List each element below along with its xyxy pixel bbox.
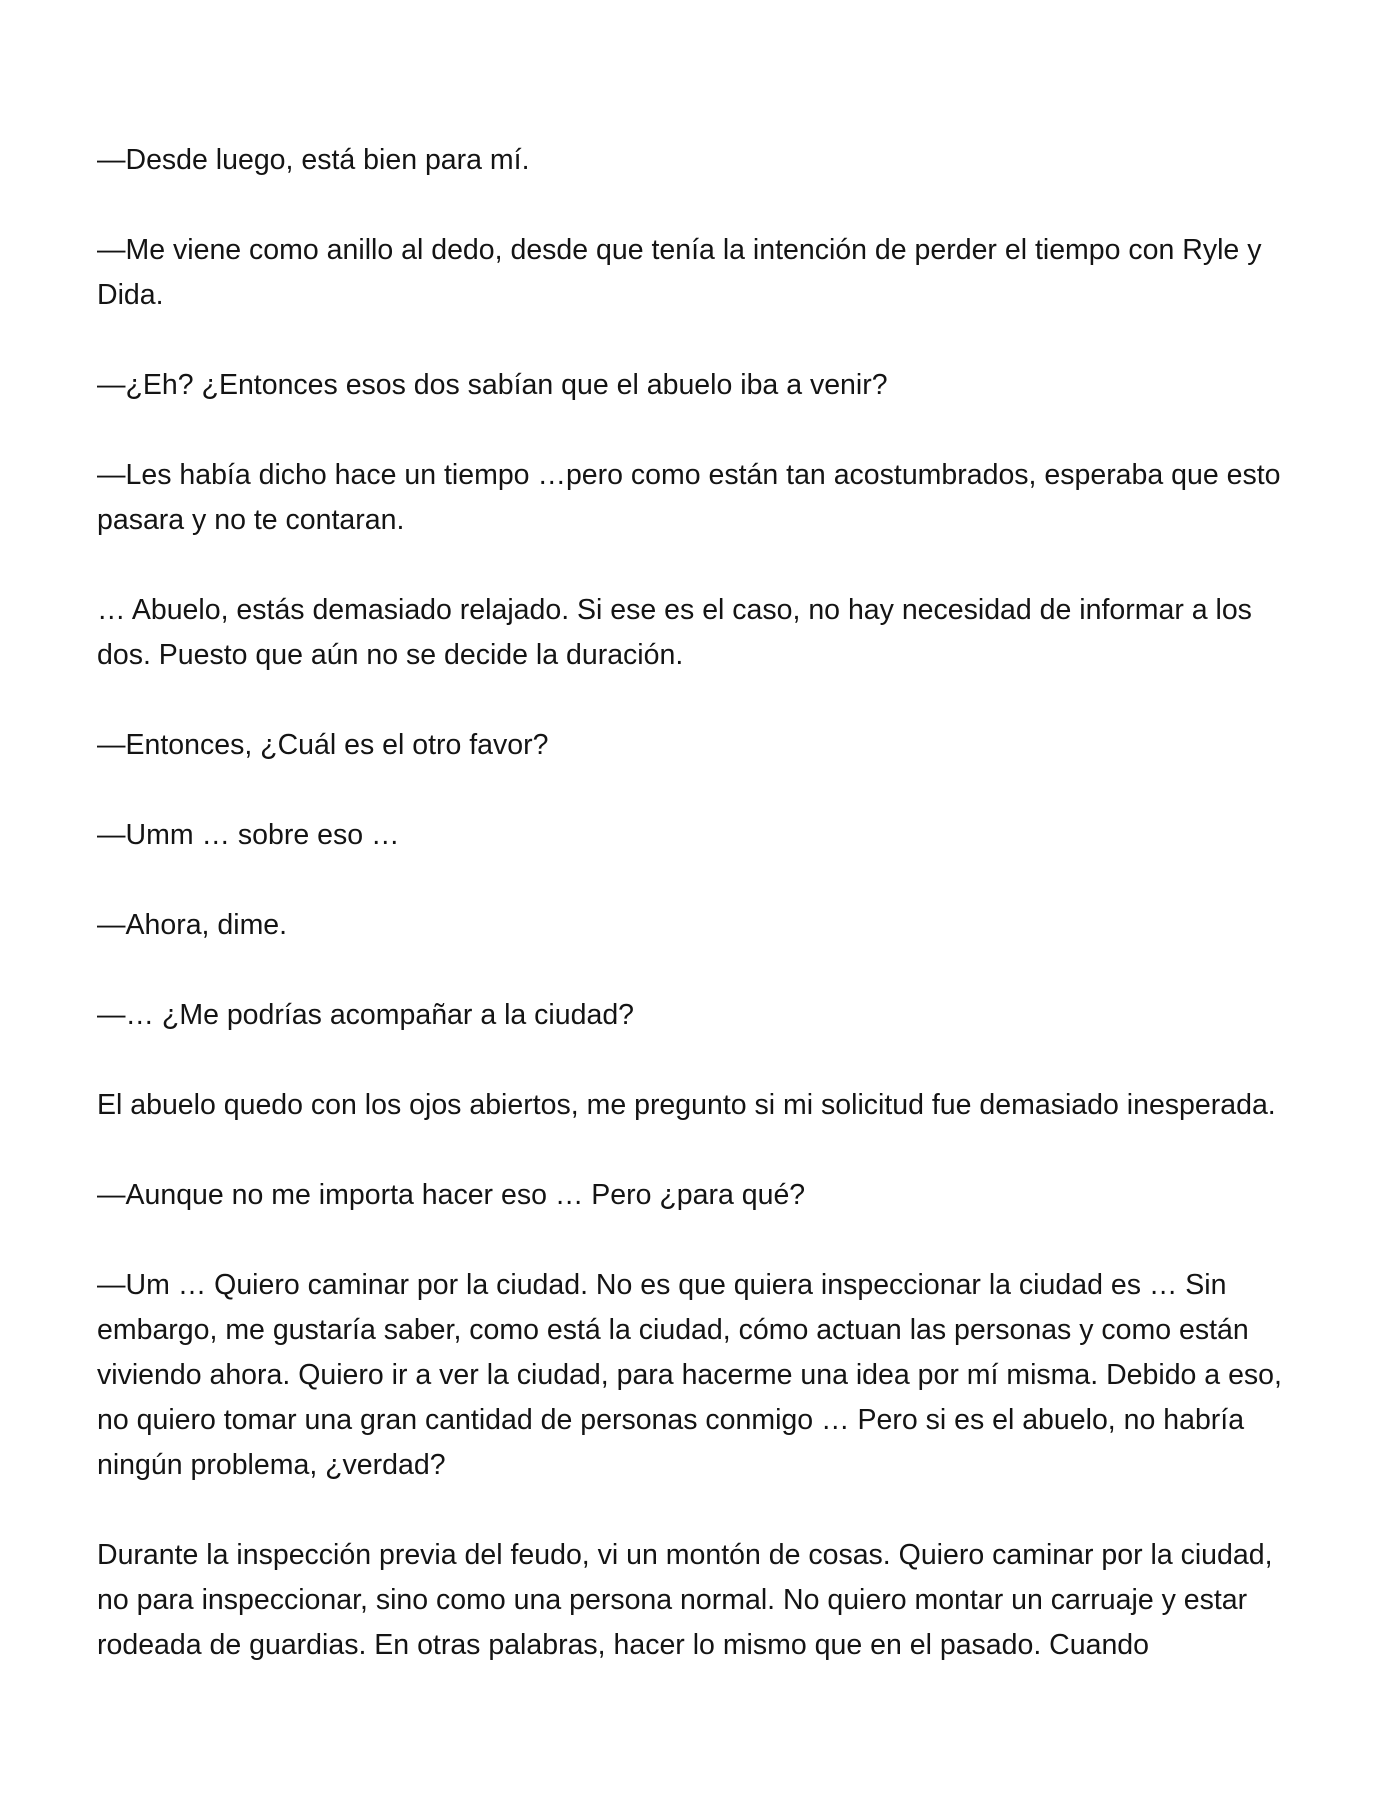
paragraph: —Entonces, ¿Cuál es el otro favor? xyxy=(97,729,549,761)
paragraph: Durante la inspección previa del feudo, vi un montón de cosas. Quiero caminar por la ciudad, no para inspeccionar, sino como una persona normal. No quiero montar un carruaje y estar rodeada de guardias. En otras palabras, hacer lo mismo que en el pasado. Cuando xyxy=(97,1539,1273,1661)
paragraph: —Me viene como anillo al dedo, desde que tenía la intención de perder el tiempo con Ryle y Dida. xyxy=(97,234,1262,311)
paragraph: El abuelo quedo con los ojos abiertos, me pregunto si mi solicitud fue demasiado inesperada. xyxy=(97,1089,1276,1121)
document-page xyxy=(97,138,1307,1668)
paragraph: —Desde luego, está bien para mí. xyxy=(97,144,530,176)
paragraph: —Aunque no me importa hacer eso … Pero ¿para qué? xyxy=(97,1179,806,1211)
paragraph: —Um … Quiero caminar por la ciudad. No es que quiera inspeccionar la ciudad es … Sin embargo, me gustaría saber, como está la ciudad, cómo actuan las personas y como están viviendo ahora. Quiero ir a ver la ciudad, para hacerme una idea por mí misma. Debido a eso, no quiero tomar una gran cantidad de personas conmigo … Pero si es el abuelo, no habría ningún problema, ¿verdad? xyxy=(97,1269,1282,1481)
paragraph: —… ¿Me podrías acompañar a la ciudad? xyxy=(97,999,635,1031)
paragraph: —Les había dicho hace un tiempo …pero como están tan acostumbrados, esperaba que esto pasara y no te contaran. xyxy=(97,459,1281,536)
paragraph: —¿Eh? ¿Entonces esos dos sabían que el abuelo iba a venir? xyxy=(97,369,888,401)
paragraph: —Ahora, dime. xyxy=(97,909,288,941)
paragraph: —Umm … sobre eso … xyxy=(97,819,400,851)
paragraph: … Abuelo, estás demasiado relajado. Si ese es el caso, no hay necesidad de informar a los dos. Puesto que aún no se decide la duración. xyxy=(97,594,1252,671)
